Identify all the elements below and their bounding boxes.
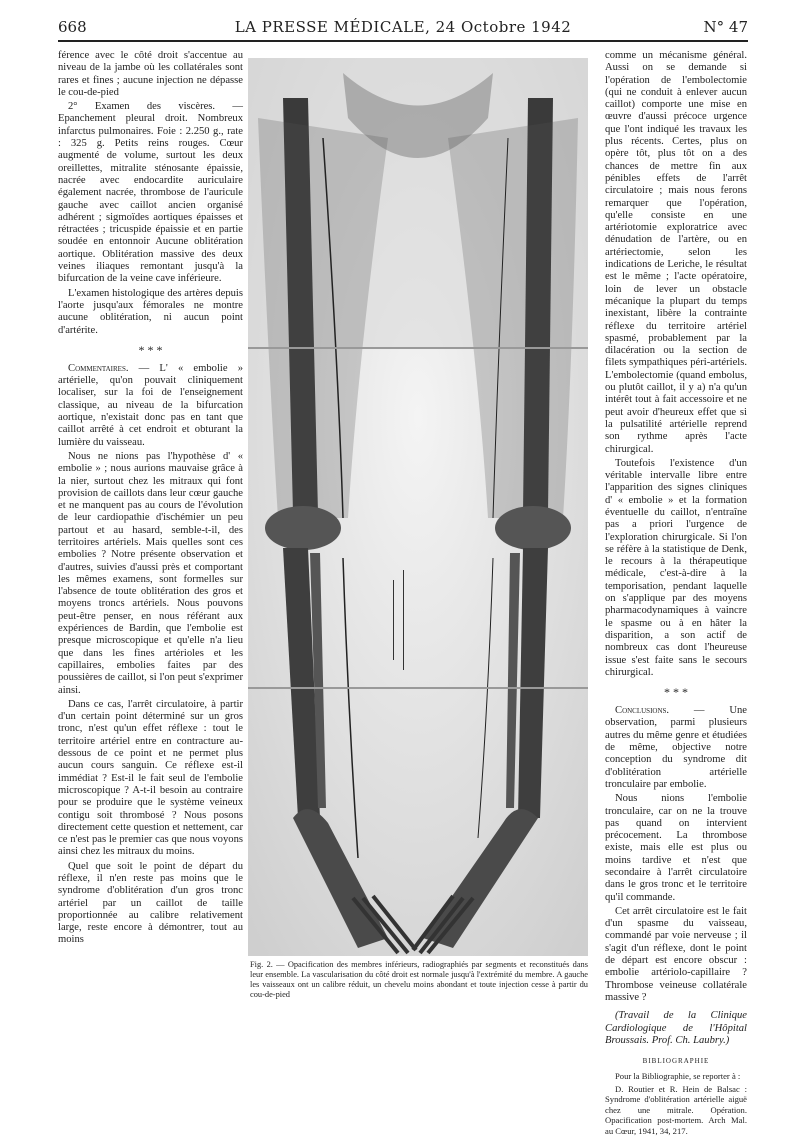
- xray-figure: [248, 58, 588, 956]
- bibliography-intro: Pour la Bibliographie, se reporter à :: [615, 1071, 741, 1082]
- paragraph: Nous nions l'embolie tronculaire, car on ne la trouve pas quand on intervient précocement. La thrombose existe, mais elle est plus ou moins tardive et n'est que secondaire à l'arrêt circulatoire dans le gros tronc et le territoire qu'il commande.: [605, 793, 747, 903]
- section-label: Conclusions.: [615, 705, 670, 717]
- right-column: [605, 50, 747, 1138]
- xray-legs-image: [248, 58, 588, 956]
- left-column: [58, 50, 243, 949]
- issue-number: N° 47: [703, 18, 748, 36]
- paragraph: — L' « embolie » artérielle, qu'on pouvait cliniquement localiser, sur la foi de l'enseignement classique, au niveau de la bifurcation aortique, n'existait donc pas en tant que caillot arrêté à cet endroit et obturant la lumière du vaisseau.: [58, 362, 243, 448]
- affiliation: (Travail de la Clinique Cardiologique de l'Hôpital Broussais. Prof. Ch. Laubry.): [605, 1010, 747, 1046]
- paragraph: comme un mécanisme général. Aussi on se demande si l'opération de l'embolectomie (qui ne conduit à enlever aucun caillot) comporte une mise en œuvre d'aussi précoce urgence que l'ont indiqué les travaux les plus récents. Certes, plus on opère tôt, plus tôt on a des chances de mettre fin aux pénibles effets de l'arrêt circulatoire ; mais nous ferons remarquer que l'opération, qu'elle consiste en une artériotomie exploratrice avec dénudation de l'artère, ou en artériectomie, selon les indications de Leriche, le résultat est le même ; l'acte opératoire, loin de lever un obstacle mécanique la plupart du temps inexistant, libère la contrainte réflexe du territoire artériel spasmé, probablement par la dilacération ou la section de filets sympathiques péri-artériels. L'embolectomie (quand embolus, ou plutôt caillot, il y a) n'a qu'un intérêt tout à fait accessoire et ne peut avoir d'heureux effet que si la pulsatilité artérielle reprend son rythme après l'acte chirurgical.: [605, 50, 747, 455]
- paragraph: Quel que soit le point de départ du réflexe, il n'en reste pas moins que le syndrome d'oblitération d'un gros tronc artériel par un caillot de taille proportionnée au calibre relativement large, reste encore à démontrer, tout au moins: [58, 860, 243, 946]
- divider-line: [393, 580, 394, 660]
- paragraph: Dans ce cas, l'arrêt circulatoire, à partir d'un certain point déterminé sur un gros tronc, n'est qu'un effet réflexe : tout le territoire artériel entre en contracture au-dessous de ce point et ne permet plus aucun cours sanguin. Ce réflexe est-il immédiat ? Est-il le fait seul de l'embolie microscopique ? A-t-il besoin au contraire pour se produire que le système veineux contigu soit thrombosé ? Nous posons directement cette question et nettement, car ce n'est pas le premier cas que nous voyons ainsi chez les mitraux du moins.: [58, 698, 243, 858]
- figure-caption: Fig. 2. — Opacification des membres inférieurs, radiographiés par segments et reconstitués dans leur ensemble. La vascularisation du côté droit est normale jusqu'à l'extrémité du membre. A gauche les vaisseaux ont un calibre réduit, un chevelu moins abondant et toute injection cesse à partir du cou-de-pied: [250, 960, 588, 999]
- paragraph: férence avec le côté droit s'accentue au niveau de la jambe où les collatérales sont rares et fines ; aucune injection ne dépasse le cou-de-pied: [58, 50, 243, 98]
- section-separator: * * *: [664, 685, 688, 700]
- paragraph: Nous ne nions pas l'hypothèse d' « embolie » ; nous aurions mauvaise grâce à la nier, surtout chez les mitraux qui font provision de caillots dans leur cœur gauche et ne manquent pas au cours de l'évolution de leur cardiopathie d'ischémier un peu partout et au hasard, semble-t-il, des territoires artériels. Mais quelles sont ces embolies ? Notre présente observation et d'autres, suivies d'aussi près et comportant les mêmes examens, sont formelles sur l'absence de toute oblitération des gros et moyens troncs artériels. Nous pouvons peut-être penser, en nous référant aux expériences de Bardin, que l'embolie est presque microscopique et qu'elle n'a lieu que dans les fines artérioles et les capillaires, embolies faites par des poussières de caillot, si l'on peut s'exprimer ainsi.: [58, 450, 243, 696]
- journal-title: LA PRESSE MÉDICALE, 24 Octobre 1942: [234, 18, 572, 36]
- paragraph: L'examen histologique des artères depuis l'aorte jusqu'aux fémorales ne montre aucune oblitération, ni aucun point d'artérite.: [58, 287, 243, 336]
- page-header: [58, 18, 748, 40]
- paragraph: Cet arrêt circulatoire est le fait d'un spasme du vaisseau, commandé par voie nerveuse ; il s'agit d'un réflexe, dont le point de départ est encore obscur : embolie artériolo-capillaire ? Thrombose veineuse collatérale massive ?: [605, 905, 747, 1003]
- divider-line: [403, 570, 404, 670]
- header-rule: [58, 40, 748, 42]
- paragraph: — Une observation, parmi plusieurs autres du même genre et étudiées de même, objective notre conception du syndrome dit d'oblitération artérielle tronculaire par embolie.: [605, 705, 747, 790]
- section-separator: * * *: [138, 342, 163, 357]
- paragraph: 2° Examen des viscères. — Epanchement pleural droit. Nombreux infarctus pulmonaires. Foie : 2.250 g., rate : 325 g. Petits reins rouges. Cœur augmenté de volume, surtout les deux oreillettes, mitralite sténosante épaissie, nacrée avec endocardite auriculaire également nacrée, thrombose de l'auricule gauche avec caillot ancien organisé adhérent ; sigmoïdes aortiques épaisses et rétractées ; tricuspide épaissie et en partie soudée en entonnoir Aucune oblitération aortique. Oblitération massive des deux veines iliaques remontant jusqu'à la bifurcation de la veine cave inférieure.: [58, 101, 243, 285]
- bibliography-reference: D. Routier et R. Hein de Balsac : Syndrome d'oblitération artérielle aiguë chez une mitrale. Opération. Opacification post-mortem. Arch Mal. au Cœur, 1941, 34, 217.: [605, 1083, 747, 1136]
- paragraph: Toutefois l'existence d'un véritable intervalle libre entre l'apparition des signes cliniques d' « embolie » et la formation éventuelle du caillot, n'entraîne pas a priori l'urgence de l'exploration chirurgicale. Si l'on se réfère à la statistique de Denk, le recours à la thérapeutique médicale, c'est-à-dire à la temporisation, pendant laquelle on s'applique par des moyens pharmacodynamiques à vaincre le spasme ou à en hâter la disparition, a son actif de nombreux cas dont l'heureuse issue s'est faite sans le secours chirurgical.: [605, 457, 747, 678]
- page-number: 668: [58, 18, 87, 36]
- bibliography-heading: BIBLIOGRAPHIE: [642, 1057, 710, 1066]
- section-label: Commentaires.: [68, 362, 129, 374]
